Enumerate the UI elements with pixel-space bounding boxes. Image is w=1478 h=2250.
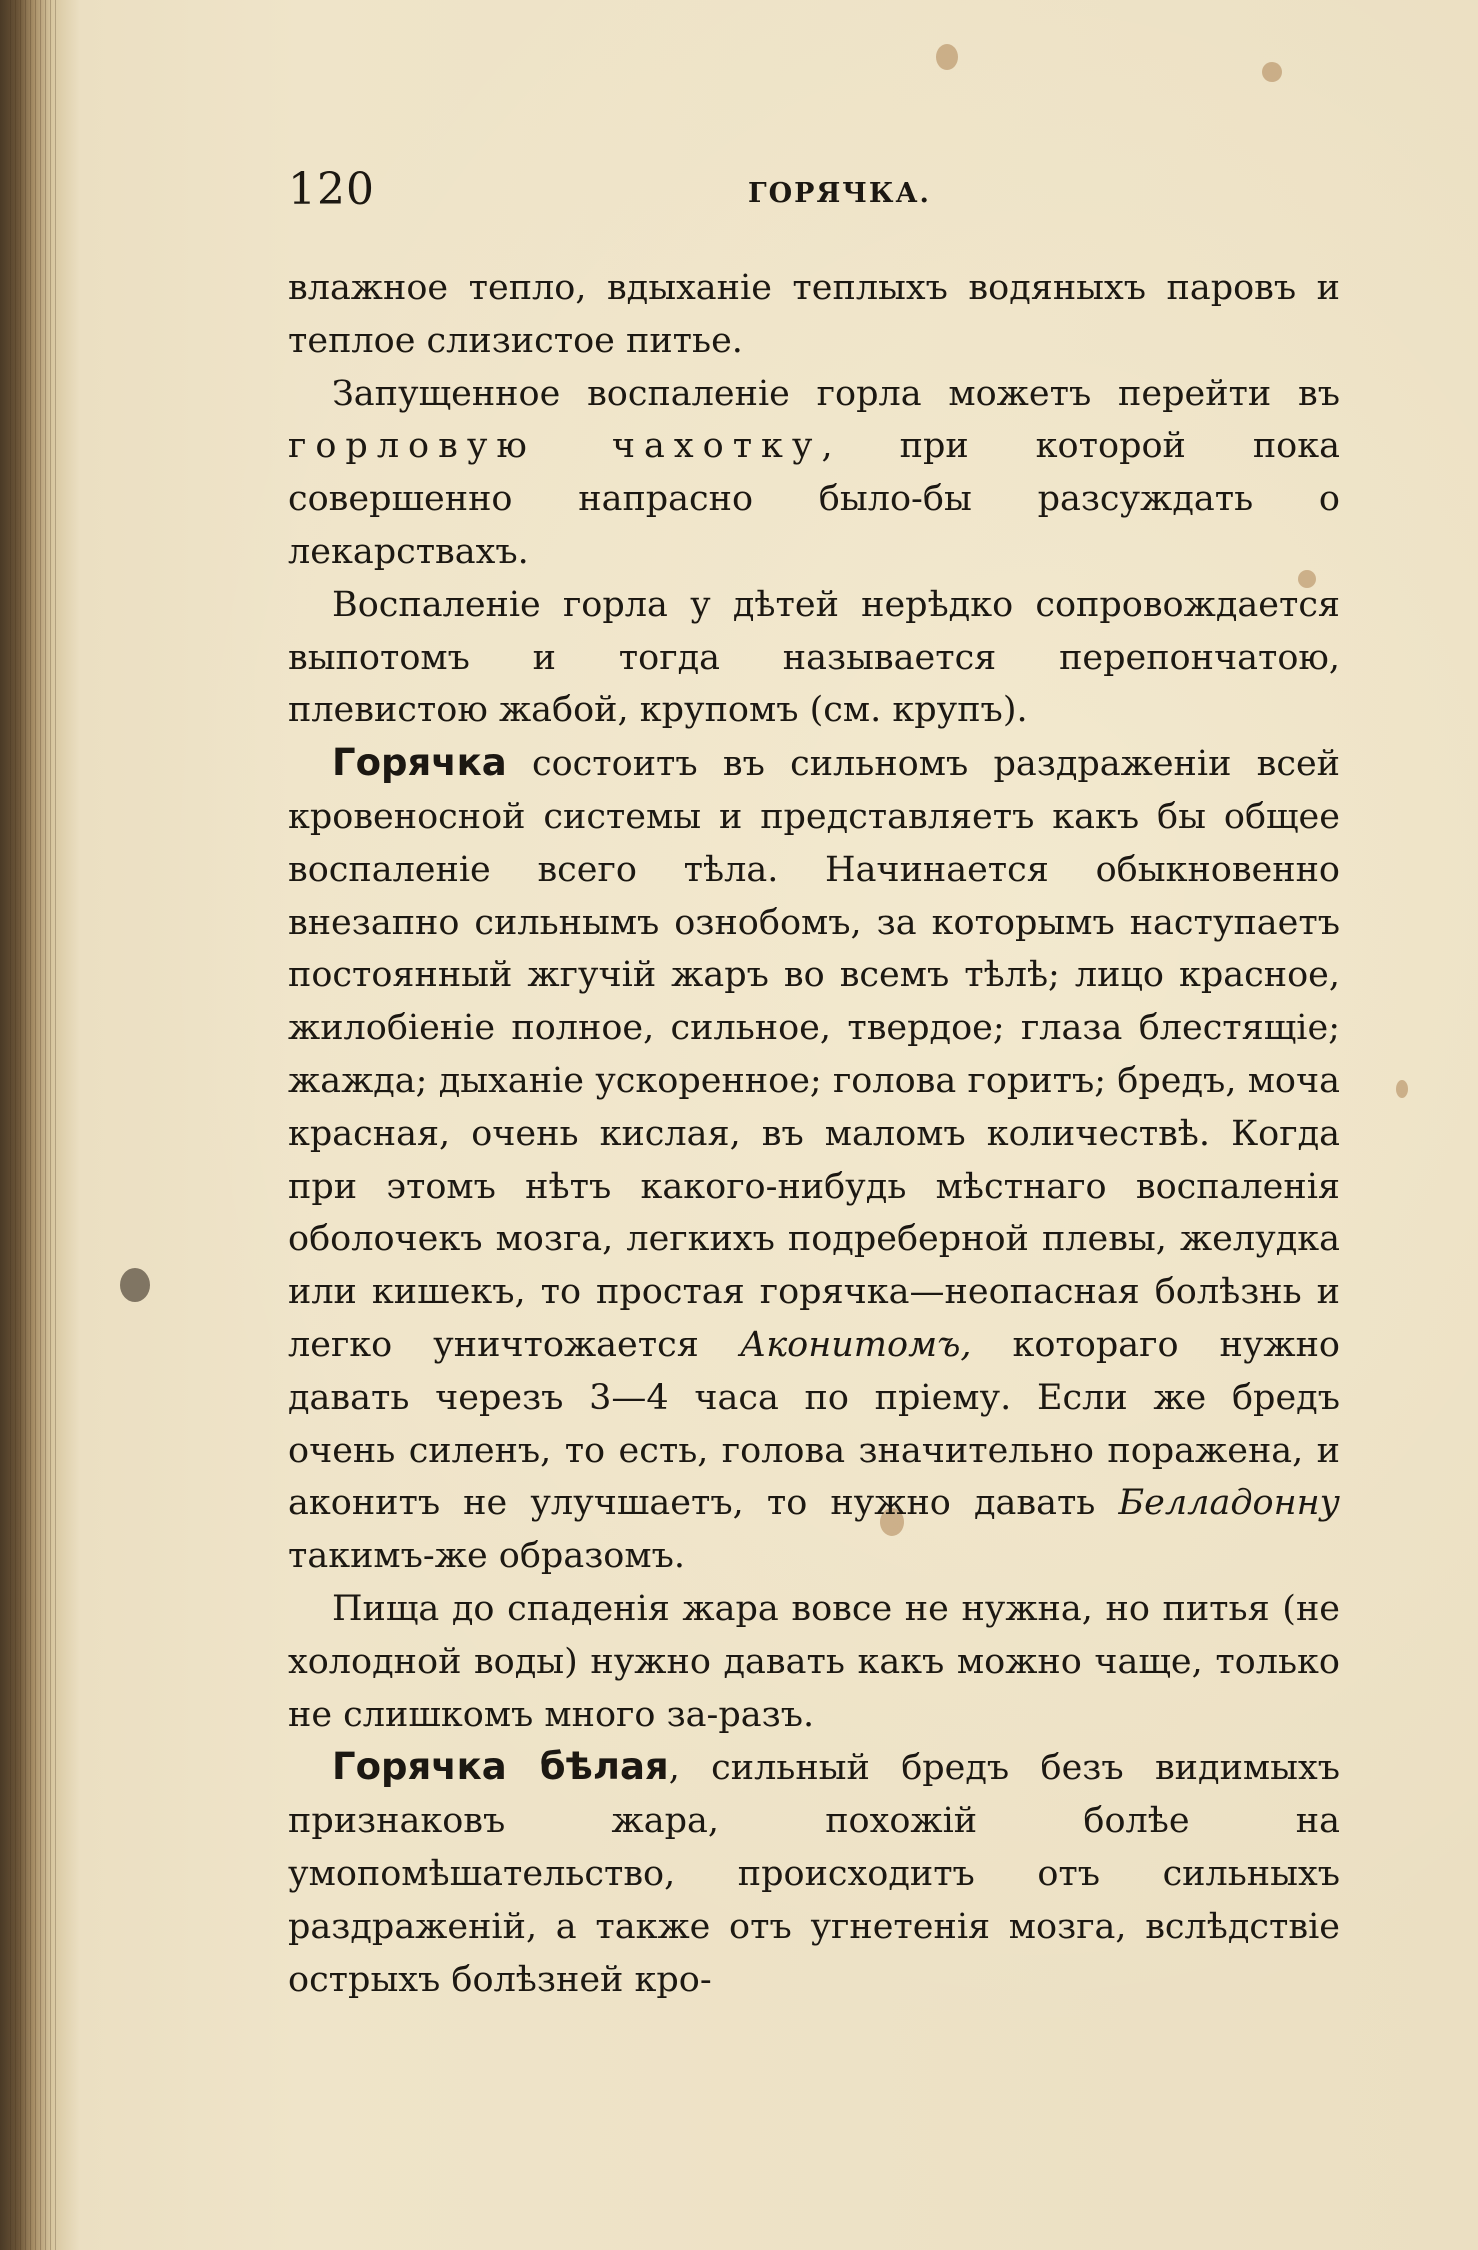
entry-term: Горячка бѣлая <box>332 1745 669 1789</box>
foxing-stain <box>1262 62 1282 82</box>
paragraph <box>288 579 1340 737</box>
page-edge-stack <box>10 0 60 2250</box>
text-run: такимъ-же образомъ. <box>288 1536 685 1577</box>
text-run: Пища до спаденія жара вовсе не нужна, но питья (не холодной воды) нужно давать какъ можно чаще, только не слишкомъ много за-разъ. <box>288 1588 1340 1735</box>
spaced-term: горловую чахотку <box>288 426 822 467</box>
body-text <box>288 262 1340 2006</box>
text-run: Запущенное воспаленіе горла можетъ перейти въ <box>332 373 1340 414</box>
page-header <box>288 164 1348 224</box>
paragraph <box>288 1583 1340 1741</box>
running-head: ГОРЯЧКА. <box>748 178 931 209</box>
paragraph <box>288 1741 1340 2006</box>
entry-term: Горячка <box>332 741 507 785</box>
text-run: Воспаленіе горла у дѣтей нерѣдко сопровождается выпотомъ и тогда называется перепончатою, плевистою жабой, крупомъ (см. крупъ). <box>288 584 1340 731</box>
page-number: 120 <box>288 164 375 215</box>
foxing-stain <box>1396 1080 1408 1098</box>
text-run: котораго нужно давать черезъ 3—4 часа по пріему. Если же бредъ очень силенъ, то есть, голова значительно поражена, и аконитъ не улучшаетъ, то нужно давать <box>288 1324 1340 1524</box>
italic-remedy: Аконитомъ, <box>739 1324 972 1365</box>
paragraph <box>288 368 1340 579</box>
foxing-stain <box>936 44 958 70</box>
text-run: состоитъ въ сильномъ раздраженіи всей кровеносной системы и представляетъ какъ бы общее воспаленіе всего тѣла. Начинается обыкновенно внезапно сильнымъ ознобомъ, за которымъ наступаетъ постоянный жгучій жаръ во всемъ тѣлѣ; лицо красное, жилобіеніе полное, сильное, твердое; глаза блестящіе; жажда; дыханіе ускоренное; голова горитъ; бредъ, моча красная, очень кислая, въ маломъ количествѣ. Когда при этомъ нѣтъ какого-нибудь мѣстнаго воспаленія оболочекъ мозга, легкихъ подреберной плевы, желудка или кишекъ, то простая горячка—неопасная болѣзнь и легко уничтожается <box>288 744 1340 1365</box>
italic-remedy: Белладонну <box>1118 1483 1340 1524</box>
text-run: влажное тепло, вдыханіе теплыхъ водяныхъ паровъ и теплое слизистое питье. <box>288 268 1340 361</box>
foxing-stain <box>120 1268 150 1302</box>
text-run: , сильный бредъ безъ видимыхъ признаковъ жара, похожій болѣе на умопомѣшательство, происходитъ отъ сильныхъ раздраженій, а также отъ угнетенія мозга, вслѣдствіе острыхъ болѣзней кро- <box>288 1748 1340 2000</box>
text-run: , при которой пока совершенно напрасно было-бы разсуждать о лекарствахъ. <box>288 426 1340 572</box>
paragraph <box>288 737 1340 1583</box>
paragraph <box>288 262 1340 368</box>
